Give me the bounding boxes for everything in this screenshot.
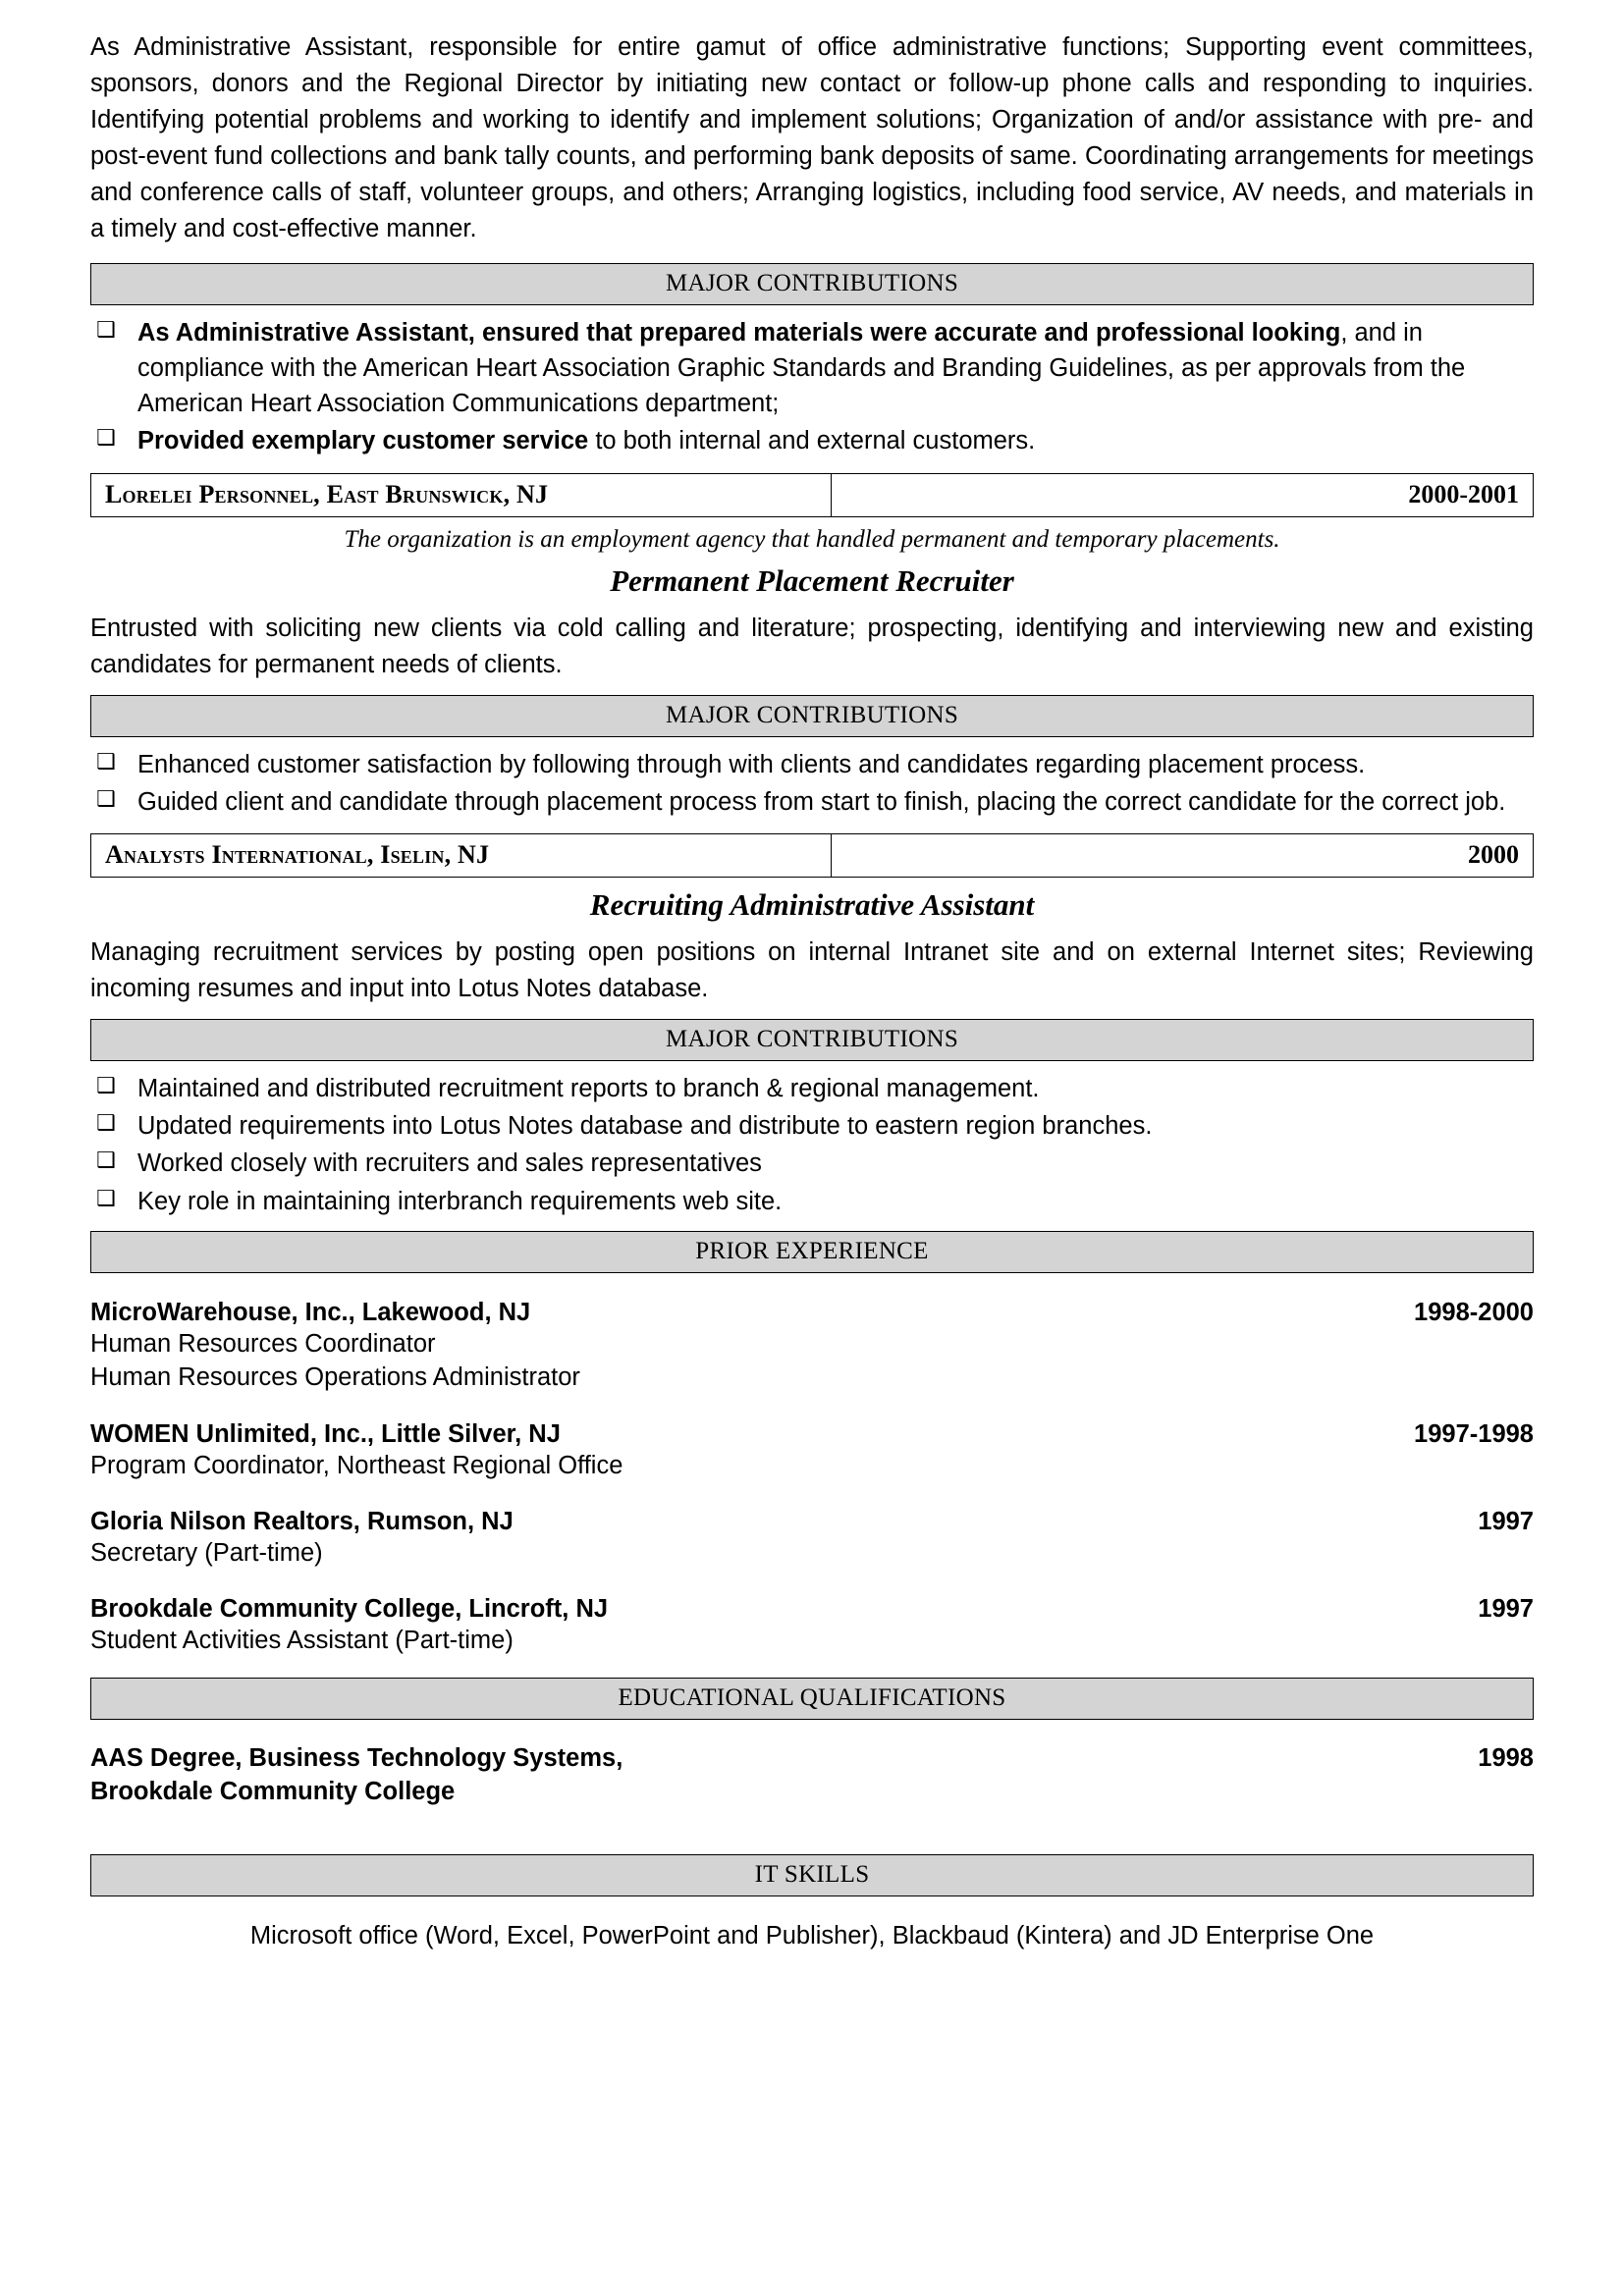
- section-header-it-skills: [90, 1854, 1534, 1896]
- job-description-3: Managing recruitment services by posting open positions on internal Intranet site and on external Internet sites; Reviewing incoming resumes and input into Lotus Notes database.: [90, 937, 1534, 1002]
- section-label: MAJOR CONTRIBUTIONS: [665, 1025, 959, 1052]
- employer-dates: 1997: [1478, 1595, 1534, 1624]
- school-name: Brookdale Community College: [90, 1778, 456, 1806]
- list-item: [90, 1108, 1534, 1144]
- list-item: [90, 784, 1534, 820]
- prior-experience-entry: [90, 1299, 1534, 1395]
- bullet-icon: ❑: [96, 786, 116, 812]
- prior-experience-header: [90, 1420, 1534, 1449]
- contribution-bold-text: As Administrative Assistant, ensured that prepared materials were accurate and professional looking: [137, 318, 1341, 347]
- employer-dates: 1997-1998: [1414, 1419, 1534, 1448]
- contribution-text: Updated requirements into Lotus Notes database and distribute to eastern region branches.: [137, 1112, 1153, 1141]
- bullet-icon: ❑: [96, 1148, 116, 1174]
- job-title-permanent-placement-recruiter: Permanent Placement Recruiter: [610, 562, 1014, 598]
- bullet-icon: ❑: [96, 1111, 116, 1137]
- contribution-text: Guided client and candidate through placement process from start to finish, placing the correct candidate for the correct job.: [137, 787, 1506, 816]
- organization-note: The organization is an employment agency that handled permanent and temporary placements.: [344, 525, 1280, 553]
- prior-experience-entry: [90, 1595, 1534, 1657]
- employer-dates: 1997: [1478, 1507, 1534, 1535]
- section-label: PRIOR EXPERIENCE: [695, 1237, 929, 1264]
- section-header-prior-experience: [90, 1231, 1534, 1273]
- list-item: [90, 1071, 1534, 1106]
- prior-experience-entry: [90, 1420, 1534, 1482]
- role-title: Human Resources Operations Administrator: [90, 1363, 580, 1392]
- section-header-educational-qualifications: [90, 1678, 1534, 1720]
- job-title-recruiting-administrative-assistant: Recruiting Administrative Assistant: [589, 886, 1035, 922]
- list-item: [90, 423, 1534, 458]
- intro-paragraph: As Administrative Assistant, responsible for entire gamut of office administrative functions; Supporting event committees, sponsors, donors and the Regional Director by initiating new contact or follow-up phone calls and responding to inquiries. Identifying potential problems and working to identify and implement solutions; Organization of and/or assistance with pre- and post-event fund collections and bank tally counts, and performing bank deposits of same. Coordinating arrangements for meetings and conference calls of staff, volunteer groups, and others; Arranging logistics, including food service, AV needs, and materials in a timely and cost-effective manner.: [90, 33, 1534, 242]
- employer-name: MicroWarehouse, Inc., Lakewood, NJ: [90, 1298, 531, 1326]
- contribution-text: Key role in maintaining interbranch requirements web site.: [137, 1187, 783, 1215]
- section-label: EDUCATIONAL QUALIFICATIONS: [618, 1683, 1006, 1711]
- list-item: [90, 1146, 1534, 1181]
- prior-experience-header: [90, 1508, 1534, 1536]
- it-skills-text: Microsoft office (Word, Excel, PowerPoint and Publisher), Blackbaud (Kintera) and JD Enterprise One: [249, 1921, 1375, 1949]
- list-item: [90, 1184, 1534, 1219]
- employer-name: Gloria Nilson Realtors, Rumson, NJ: [90, 1507, 514, 1535]
- contribution-text: Worked closely with recruiters and sales representatives: [137, 1149, 762, 1178]
- prior-experience-header: [90, 1299, 1534, 1327]
- contribution-text: Maintained and distributed recruitment reports to branch & regional management.: [137, 1074, 1040, 1102]
- employer-dates: 1998-2000: [1414, 1298, 1534, 1326]
- bullet-icon: ❑: [96, 317, 116, 343]
- list-item: [90, 315, 1534, 422]
- bullet-icon: ❑: [96, 1186, 116, 1211]
- education-year: 1998: [1478, 1743, 1534, 1772]
- job-description-2: Entrusted with soliciting new clients via cold calling and literature; prospecting, identifying and interviewing new and existing candidates for permanent needs of clients.: [90, 614, 1534, 678]
- employer-name: Brookdale Community College, Lincroft, NJ: [90, 1595, 609, 1624]
- role-title: Human Resources Coordinator: [90, 1329, 436, 1358]
- list-item: [90, 747, 1534, 782]
- section-label: MAJOR CONTRIBUTIONS: [665, 701, 959, 728]
- role-title: Program Coordinator, Northeast Regional Office: [90, 1451, 623, 1479]
- contribution-text: to both internal and external customers.: [588, 427, 1036, 455]
- education-entry: [90, 1741, 1534, 1809]
- bullet-icon: ❑: [96, 1073, 116, 1098]
- contribution-text: Enhanced customer satisfaction by following through with clients and candidates regarding placement process.: [137, 750, 1366, 778]
- employer-name: Lorelei Personnel, East Brunswick, NJ: [91, 474, 832, 516]
- role-title: Secretary (Part-time): [90, 1538, 323, 1567]
- section-header-major-contributions-3: [90, 1019, 1534, 1061]
- section-label: IT SKILLS: [754, 1860, 870, 1888]
- job-header-lorelei-personnel: [90, 473, 1534, 517]
- prior-experience-entry: [90, 1508, 1534, 1570]
- role-title: Student Activities Assistant (Part-time): [90, 1627, 514, 1655]
- contributions-list-1: [90, 315, 1534, 459]
- contribution-text: , and in compliance with the American Heart Association Graphic Standards and Branding Guidelines, as per approvals from the American Heart Association Communications department;: [137, 318, 1466, 418]
- contributions-list-2: [90, 747, 1534, 820]
- bullet-icon: ❑: [96, 426, 116, 452]
- contribution-bold-text: Provided exemplary customer service: [137, 427, 589, 455]
- employer-dates: 2000-2001: [1408, 479, 1519, 508]
- spacer: [90, 1809, 1534, 1842]
- bullet-icon: ❑: [96, 749, 116, 774]
- employer-name: Analysts International, Iselin, NJ: [91, 834, 832, 877]
- contributions-list-3: [90, 1071, 1534, 1219]
- degree-name: AAS Degree, Business Technology Systems,: [90, 1743, 623, 1772]
- section-label: MAJOR CONTRIBUTIONS: [665, 269, 959, 296]
- section-header-major-contributions-2: [90, 695, 1534, 737]
- education-details: [90, 1741, 623, 1809]
- section-header-major-contributions-1: [90, 263, 1534, 305]
- job-header-analysts-international: [90, 833, 1534, 878]
- employer-dates: 2000: [1468, 839, 1519, 869]
- employer-name: WOMEN Unlimited, Inc., Little Silver, NJ: [90, 1419, 561, 1448]
- prior-experience-header: [90, 1595, 1534, 1624]
